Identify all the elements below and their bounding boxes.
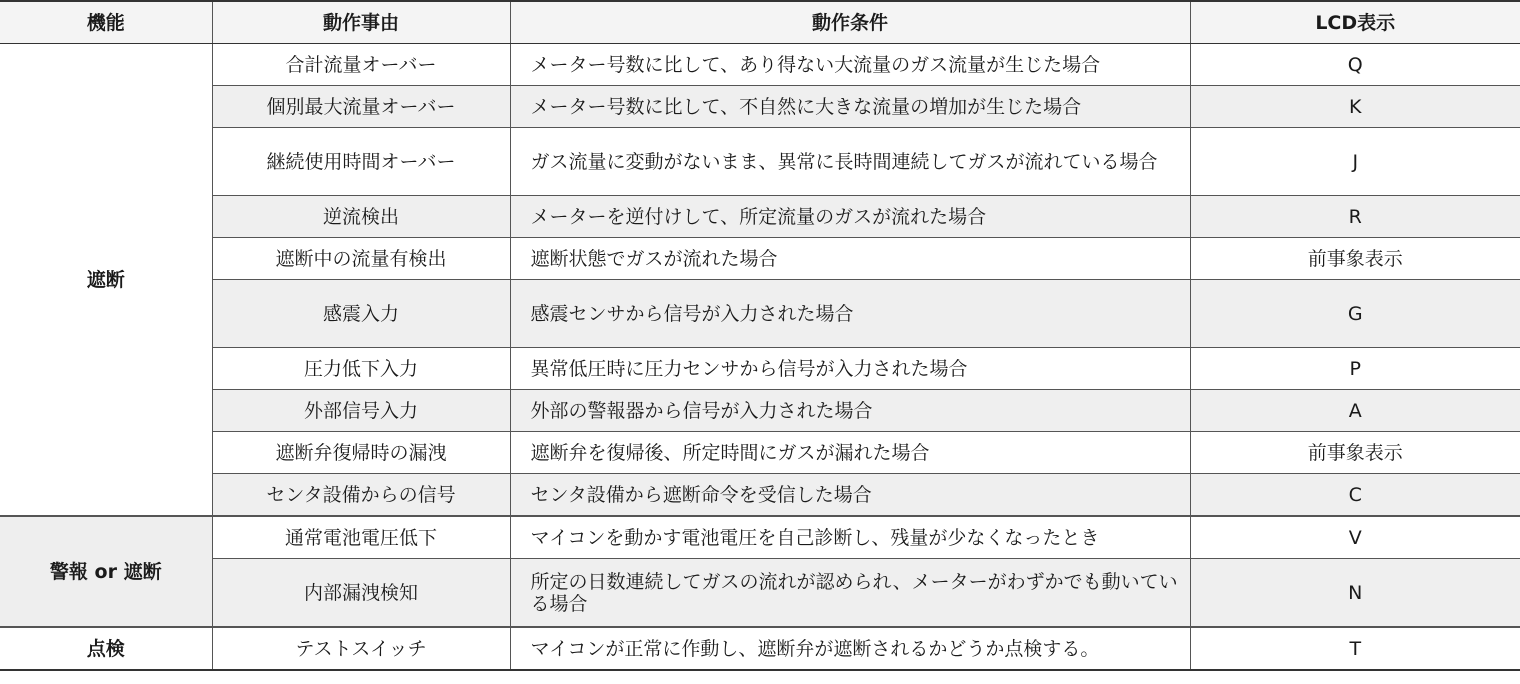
lcd-cell: G [1190,280,1520,348]
lcd-cell: K [1190,86,1520,128]
reason-cell: 圧力低下入力 [212,348,510,390]
condition-cell: メーター号数に比して、不自然に大きな流量の増加が生じた場合 [510,86,1190,128]
lcd-cell: R [1190,196,1520,238]
condition-cell: 遮断状態でガスが流れた場合 [510,238,1190,280]
lcd-cell: N [1190,559,1520,628]
table-row [0,44,1520,86]
condition-cell: マイコンを動かす電池電圧を自己診断し、残量が少なくなったとき [510,516,1190,559]
table-row [0,390,1520,432]
table-row [0,627,1520,670]
header-reason: 動作事由 [212,1,510,44]
reason-cell: 個別最大流量オーバー [212,86,510,128]
lcd-cell: C [1190,474,1520,517]
reason-cell: 感震入力 [212,280,510,348]
table-row [0,516,1520,559]
table-row [0,432,1520,474]
header-condition: 動作条件 [510,1,1190,44]
reason-cell: テストスイッチ [212,627,510,670]
condition-cell: マイコンが正常に作動し、遮断弁が遮断されるかどうか点検する。 [510,627,1190,670]
reason-cell: 遮断中の流量有検出 [212,238,510,280]
reason-cell: 逆流検出 [212,196,510,238]
lcd-cell: A [1190,390,1520,432]
condition-cell: センタ設備から遮断命令を受信した場合 [510,474,1190,517]
reason-cell: 合計流量オーバー [212,44,510,86]
lcd-cell: P [1190,348,1520,390]
reason-cell: 内部漏洩検知 [212,559,510,628]
condition-cell: ガス流量に変動がないまま、異常に長時間連続してガスが流れている場合 [510,128,1190,196]
reason-cell: 外部信号入力 [212,390,510,432]
condition-cell: 感震センサから信号が入力された場合 [510,280,1190,348]
reason-cell: 継続使用時間オーバー [212,128,510,196]
reason-cell: 通常電池電圧低下 [212,516,510,559]
function-cell-alarm-or-shutoff: 警報 or 遮断 [0,516,212,627]
lcd-cell: V [1190,516,1520,559]
lcd-cell: J [1190,128,1520,196]
lcd-cell: 前事象表示 [1190,238,1520,280]
table-row [0,559,1520,628]
table-row [0,474,1520,517]
condition-cell: メーター号数に比して、あり得ない大流量のガス流量が生じた場合 [510,44,1190,86]
condition-cell: 異常低圧時に圧力センサから信号が入力された場合 [510,348,1190,390]
table-row [0,238,1520,280]
table-row [0,196,1520,238]
table-row [0,128,1520,196]
condition-cell: 外部の警報器から信号が入力された場合 [510,390,1190,432]
header-function: 機能 [0,1,212,44]
header-lcd: LCD表示 [1190,1,1520,44]
table-row [0,280,1520,348]
table-row [0,86,1520,128]
reason-cell: センタ設備からの信号 [212,474,510,517]
lcd-cell: T [1190,627,1520,670]
reason-cell: 遮断弁復帰時の漏洩 [212,432,510,474]
condition-cell: 遮断弁を復帰後、所定時間にガスが漏れた場合 [510,432,1190,474]
function-cell-shutoff: 遮断 [0,44,212,517]
lcd-cell: Q [1190,44,1520,86]
function-cell-inspection: 点検 [0,627,212,670]
table-row [0,348,1520,390]
condition-cell: 所定の日数連続してガスの流れが認められ、メーターがわずかでも動いている場合 [510,559,1190,628]
header-row [0,1,1520,44]
condition-cell: メーターを逆付けして、所定流量のガスが流れた場合 [510,196,1190,238]
lcd-cell: 前事象表示 [1190,432,1520,474]
